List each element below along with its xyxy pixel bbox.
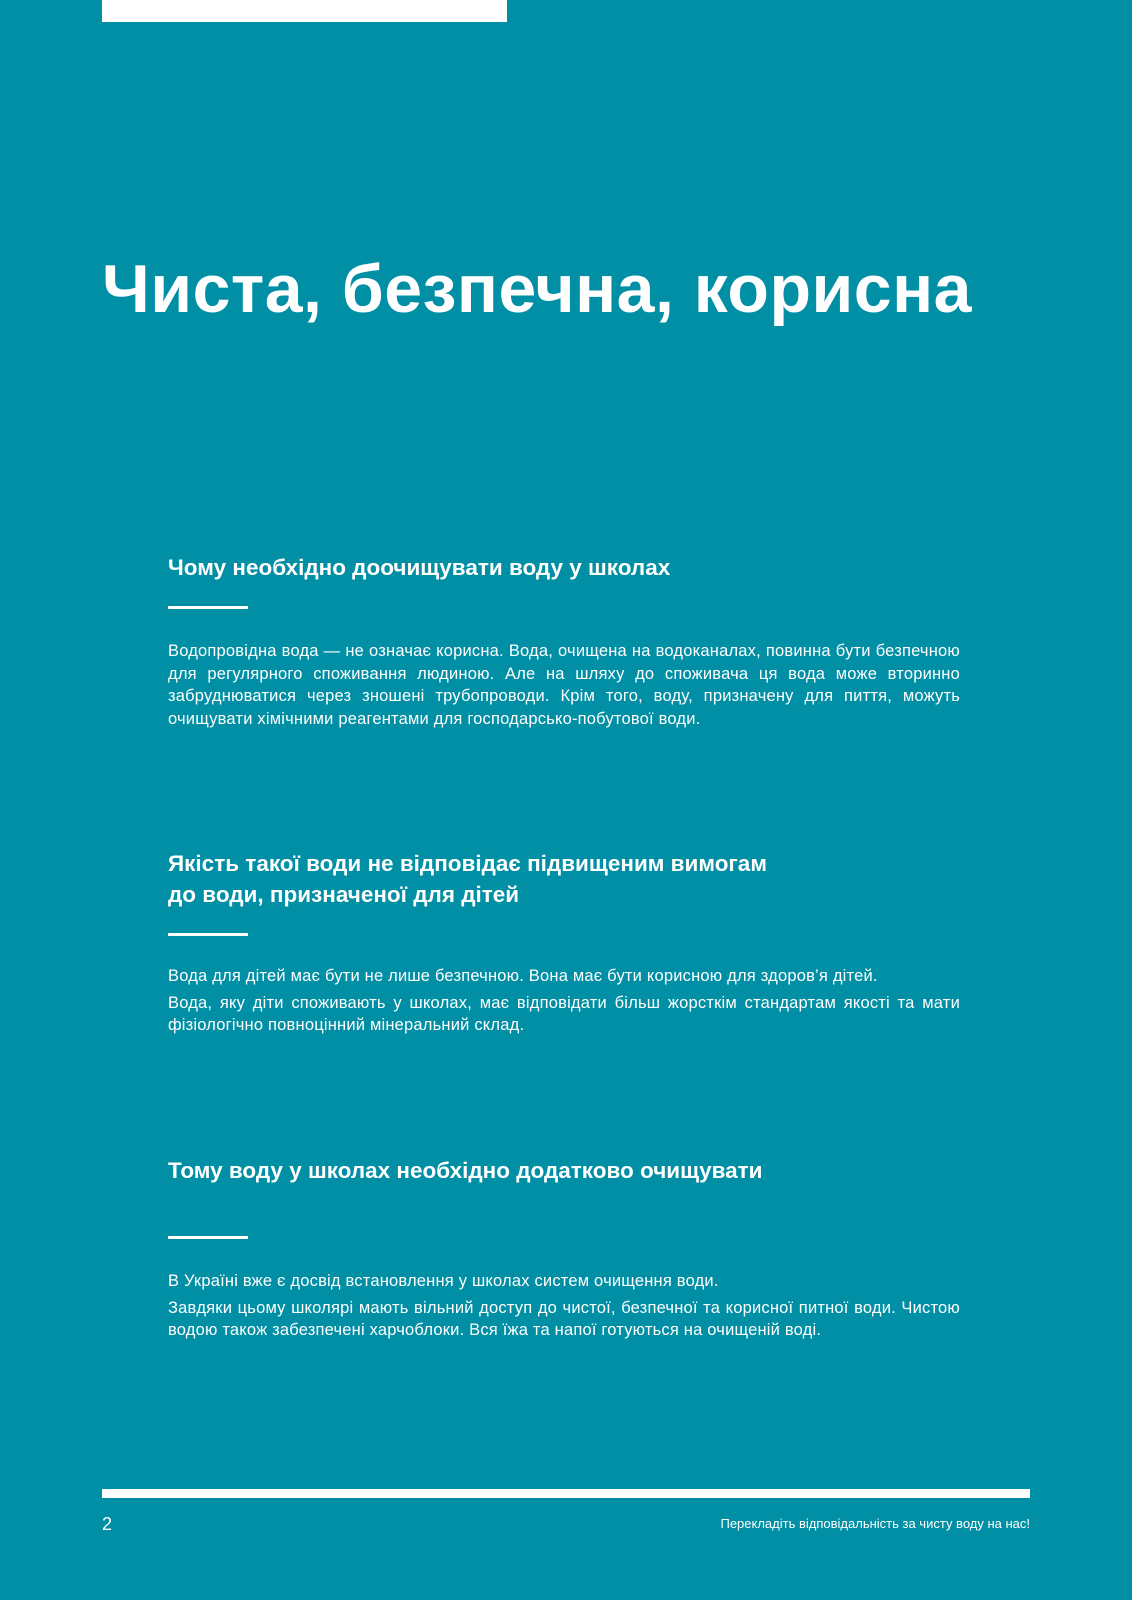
section-body — [168, 1270, 960, 1346]
paragraph: Вода для дітей має бути не лише безпечною. Вона має бути корисною для здоров’я дітей. — [168, 967, 878, 985]
heading-underline — [168, 933, 248, 936]
footer-tagline: Перекладіть відповідальність за чисту воду на нас! — [720, 1516, 1030, 1531]
section-heading: Якість такої води не відповідає підвищеним вимогам до води, призначеної для дітей — [168, 851, 767, 907]
paragraph: В Україні вже є досвід встановлення у школах систем очищення води. — [168, 1272, 719, 1290]
paragraph: Водопровідна вода — не означає корисна. Вода, очищена на водоканалах, повинна бути безпечною для регулярного споживання людиною. Але на шляху до споживача ця вода може вторинно забруднюватися через зношені трубопроводи. Крім того, воду, призначену для пиття, можуть очищувати хімічними реагентами для господарсько-побутової води. — [168, 642, 960, 728]
section-heading: Чому необхідно доочищувати воду у школах — [168, 555, 671, 580]
top-accent-bar — [102, 0, 507, 22]
section-water-quality — [168, 848, 960, 1035]
page-title: Чиста, безпечна, корисна — [102, 251, 973, 327]
heading-underline — [168, 606, 248, 609]
section-additional-purification — [168, 1155, 960, 1340]
section-body — [168, 965, 960, 1041]
page-number: 2 — [102, 1514, 113, 1534]
paragraph: Завдяки цьому школярі мають вільний доступ до чистої, безпечної та корисної питної води. Чистою водою також забезпечені харчоблоки. Вся їжа та напої готуються на очищеній воді. — [168, 1298, 960, 1340]
footer-divider — [102, 1489, 1030, 1498]
section-heading: Тому воду у школах необхідно додатково очищувати — [168, 1158, 763, 1183]
section-body — [168, 640, 960, 734]
heading-underline — [168, 1236, 248, 1239]
paragraph: Вода, яку діти споживають у школах, має відповідати більш жорсткім стандартам якості та мати фізіологічно повноцінний мінеральний склад. — [168, 993, 960, 1035]
section-why-purify — [168, 552, 960, 728]
